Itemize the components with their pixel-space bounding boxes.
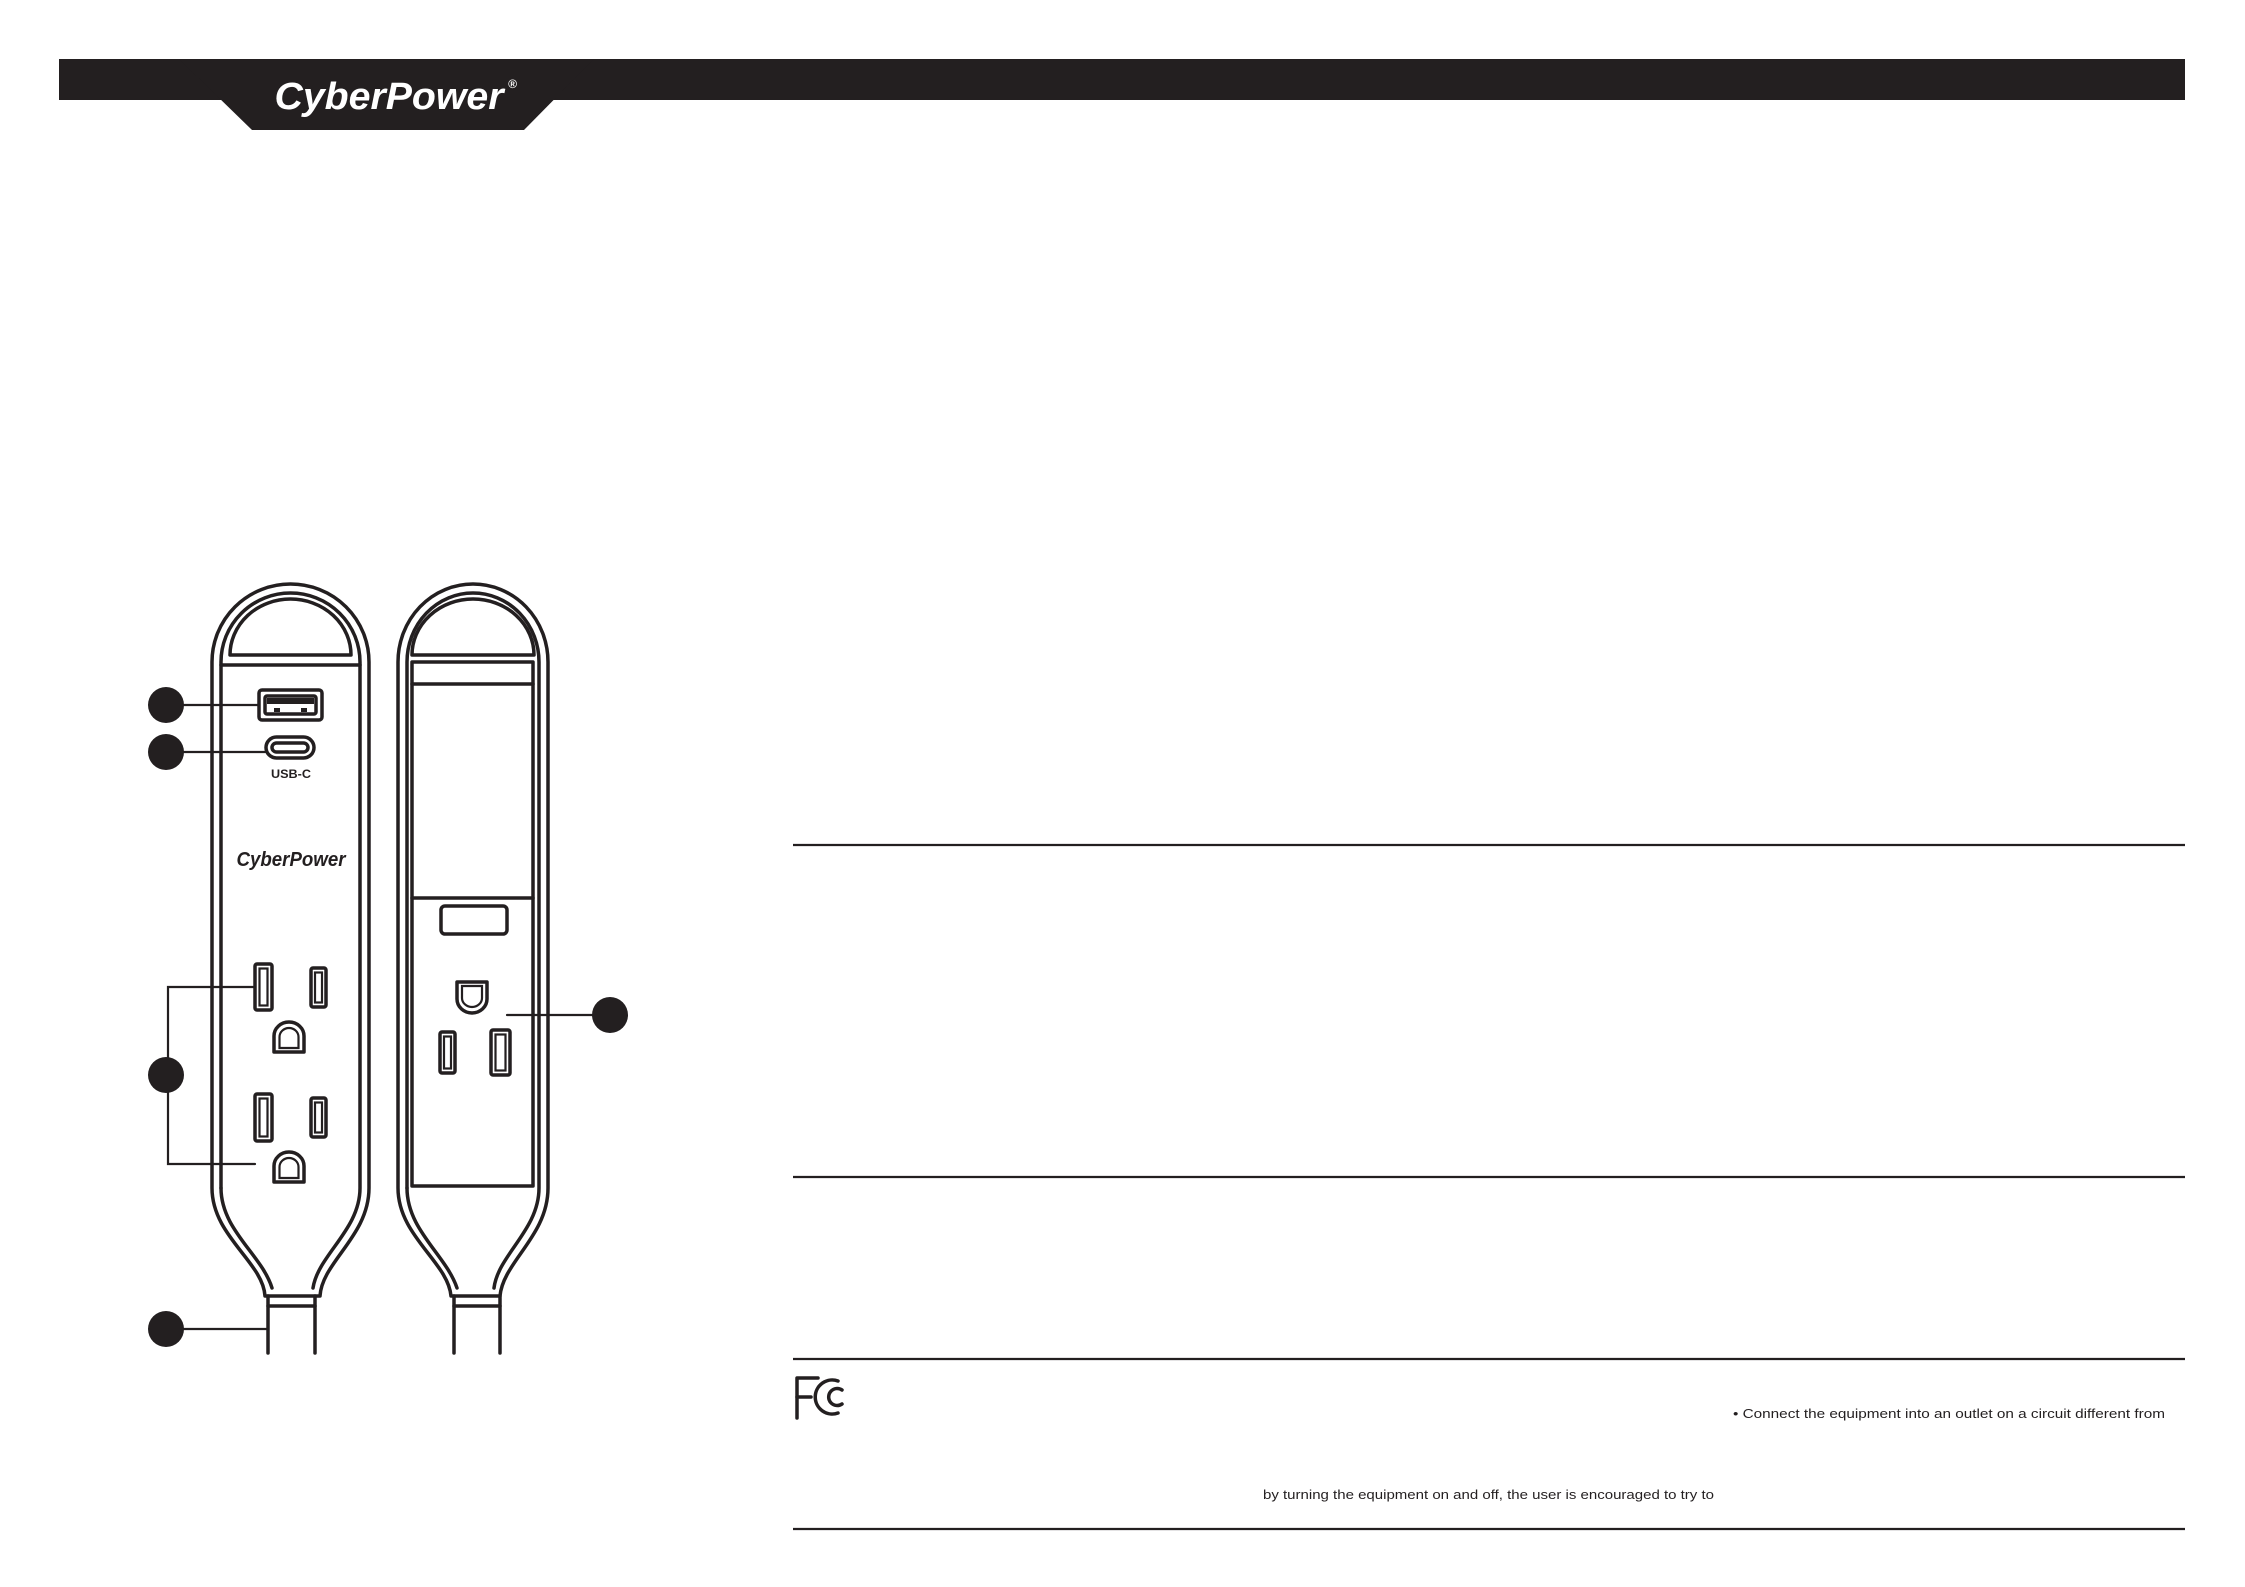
usb-c-label: USB-C (271, 767, 312, 781)
device-brand-logo: CyberPower (236, 849, 347, 871)
callout-marker-icon (148, 687, 184, 723)
registered-mark: ® (508, 77, 517, 91)
fcc-continuation-text: by turning the equipment on and off, the user is encouraged to try to (1263, 1487, 1714, 1502)
power-cord-icon (454, 1296, 500, 1353)
header (59, 59, 2185, 130)
fcc-section (797, 1378, 2165, 1502)
product-back-view (398, 584, 548, 1353)
callout-marker-icon (148, 734, 184, 770)
callout-marker-icon (148, 1311, 184, 1347)
section-rules (793, 845, 2185, 1529)
callout-marker-icon (592, 997, 628, 1033)
callout-marker-icon (148, 1057, 184, 1093)
product-front-view (212, 584, 369, 1353)
fcc-bullet-text: • Connect the equipment into an outlet on a circuit different from (1733, 1406, 2165, 1421)
fcc-logo-icon (797, 1378, 842, 1418)
power-cord-icon (268, 1296, 315, 1353)
back-body-outline (398, 584, 548, 1296)
brand-logo: CyberPower (274, 76, 506, 118)
